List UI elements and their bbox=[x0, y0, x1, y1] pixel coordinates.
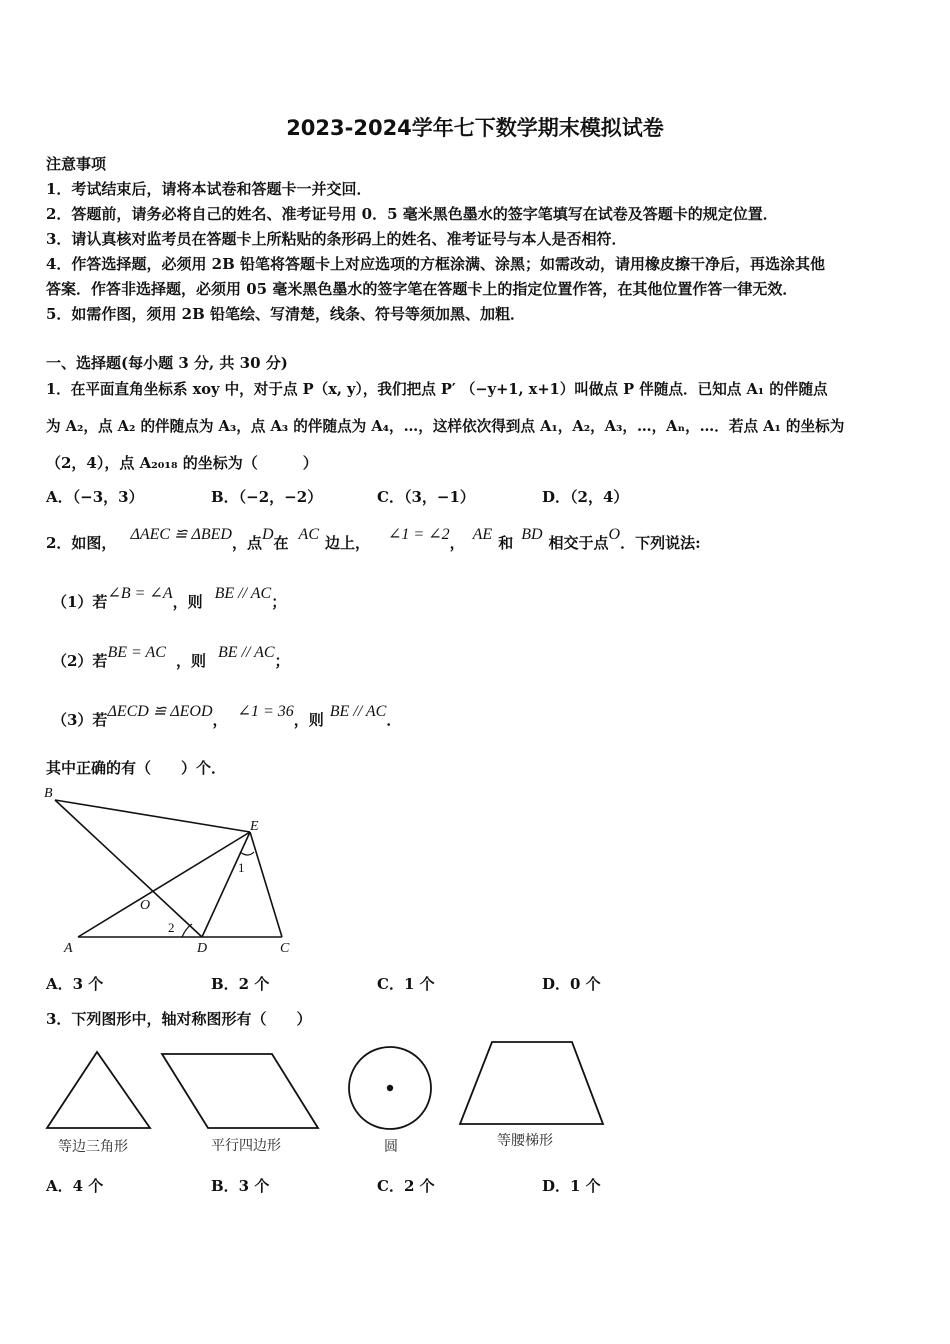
q3-option-b: B．3 个 bbox=[211, 1177, 270, 1195]
q2-s1-math: ∠B = ∠A bbox=[107, 585, 173, 602]
notice-item: 3．请认真核对监考员在答题卡上所粘贴的条形码上的姓名、准考证号与本人是否相符． bbox=[46, 230, 627, 248]
label-o: O bbox=[140, 898, 151, 913]
label-b: B bbox=[44, 786, 53, 801]
q1-stem-line2: 为 A₂，点 A₂ 的伴随点为 A₃，点 A₃ 的伴随点为 A₄，…，这样依次得到点 A₁，A₂，A₃，…，Aₙ，…．若点 A₁ 的坐标为 bbox=[46, 418, 845, 435]
q2-s2-math: BE = AC bbox=[107, 644, 166, 661]
q1-option-d: D．（2，4） bbox=[542, 488, 629, 506]
circle-center-dot bbox=[387, 1085, 393, 1091]
q2-option-b: B．2 个 bbox=[211, 975, 270, 993]
q2-s2-math: BE // AC bbox=[217, 644, 275, 661]
section-heading: 一、选择题(每小题 3 分, 共 30 分) bbox=[46, 354, 288, 372]
q2-s2-text: ； bbox=[274, 652, 290, 670]
equilateral-triangle-shape bbox=[47, 1052, 150, 1128]
q2-s3-text: ， bbox=[212, 711, 228, 729]
q2-question: 其中正确的有（ ）个． bbox=[46, 759, 227, 777]
notice-item: 5．如需作图，须用 2B 铅笔绘、写清楚，线条、符号等须加黑、加粗． bbox=[46, 305, 525, 323]
q2-math-congruent: ΔAEC ≌ ΔBED bbox=[130, 526, 232, 543]
q2-option-a: A．3 个 bbox=[46, 975, 104, 993]
q3-shapes bbox=[40, 1038, 620, 1130]
q2-math-ac: AC bbox=[298, 526, 319, 543]
q2-text: 在 bbox=[273, 534, 289, 552]
shape-caption: 圆 bbox=[384, 1139, 398, 1155]
notice-item: 4．作答选择题，必须用 2B 铅笔将答题卡上对应选项的方框涂满、涂黑；如需改动，请用橡皮擦干净后，再选涂其他 bbox=[46, 255, 826, 273]
q1-option-b: B．（−2，−2） bbox=[211, 488, 323, 506]
label-a: A bbox=[64, 941, 73, 956]
label-d: D bbox=[197, 941, 208, 956]
q2-s2-text: （2）若 bbox=[52, 652, 108, 670]
q1-option-c: C．（3，−1） bbox=[377, 488, 475, 506]
shape-caption: 平行四边形 bbox=[211, 1138, 281, 1154]
q2-math-point-d: D bbox=[261, 526, 274, 543]
q2-s3-math: BE // AC bbox=[329, 703, 387, 720]
q3-option-c: C．2 个 bbox=[377, 1177, 435, 1195]
q2-text: 和 bbox=[498, 534, 514, 552]
q2-s1-text: ，则 bbox=[172, 593, 203, 611]
notice-item: 答案．作答非选择题，必须用 05 毫米黑色墨水的签字笔在答题卡上的指定位置作答，在其他位置作答一律无效． bbox=[46, 280, 798, 298]
segment-ec bbox=[250, 832, 282, 937]
q2-text: 边上， bbox=[325, 534, 371, 552]
segment-ed bbox=[202, 832, 250, 937]
q2-s1-math: BE // AC bbox=[214, 585, 272, 602]
q2-statement-3 bbox=[52, 703, 402, 730]
q3-option-d: D．1 个 bbox=[542, 1177, 601, 1195]
q2-stem bbox=[46, 526, 701, 553]
q2-text: 相交于点 bbox=[548, 534, 609, 552]
q2-text: ， bbox=[449, 534, 465, 552]
q2-s3-math: ∠1 = 36 bbox=[237, 703, 294, 720]
notice-heading: 注意事项 bbox=[46, 155, 107, 173]
q2-option-d: D．0 个 bbox=[542, 975, 601, 993]
q2-math-angles: ∠1 = ∠2 bbox=[388, 526, 450, 543]
q2-s3-text: ，则 bbox=[293, 711, 324, 729]
q2-s1-text: （1）若 bbox=[52, 593, 108, 611]
parallelogram-shape bbox=[162, 1054, 318, 1128]
q2-text: 2．如图， bbox=[46, 534, 117, 552]
q2-geometry-figure bbox=[40, 782, 310, 962]
q2-option-c: C．1 个 bbox=[377, 975, 435, 993]
q2-s3-text: （3）若 bbox=[52, 711, 108, 729]
angle-1-arc bbox=[240, 852, 254, 855]
q3-stem: 3．下列图形中，轴对称图形有（ ） bbox=[46, 1010, 312, 1028]
isosceles-trapezoid-shape bbox=[460, 1042, 603, 1124]
label-angle-1: 1 bbox=[238, 860, 245, 875]
segment-ae bbox=[78, 832, 250, 937]
notice-item: 2．答题前，请务必将自己的姓名、准考证号用 0．5 毫米黑色墨水的签字笔填写在试卷及答题卡的规定位置． bbox=[46, 205, 778, 223]
page-title: 2023-2024学年七下数学期末模拟试卷 bbox=[286, 116, 664, 140]
q2-statement-1 bbox=[52, 585, 287, 612]
q2-s3-text: ． bbox=[386, 711, 402, 729]
shape-caption: 等腰梯形 bbox=[497, 1133, 553, 1149]
label-c: C bbox=[280, 941, 290, 956]
label-e: E bbox=[250, 819, 259, 834]
q2-math-bd: BD bbox=[521, 526, 543, 543]
q1-stem-line1: 1．在平面直角坐标系 xoy 中，对于点 P（x, y），我们把点 P′ （−y+1, x+1）叫做点 P 伴随点．已知点 A₁ 的伴随点 bbox=[46, 381, 828, 398]
q2-math-o: O bbox=[608, 526, 621, 543]
q2-text: ，点 bbox=[231, 534, 262, 552]
notice-item: 1．考试结束后，请将本试卷和答题卡一并交回． bbox=[46, 180, 372, 198]
q2-statement-2 bbox=[52, 644, 290, 671]
q1-option-a: A．（−3，3） bbox=[46, 488, 144, 506]
q1-stem-line3: （2，4），点 A₂₀₁₈ 的坐标为（ ） bbox=[46, 454, 318, 472]
q3-option-a: A．4 个 bbox=[46, 1177, 104, 1195]
q2-math-ae: AE bbox=[472, 526, 493, 543]
q2-s1-text: ； bbox=[271, 593, 287, 611]
q2-s3-math: ΔECD ≌ ΔEOD bbox=[107, 703, 213, 720]
q2-s2-text: ，则 bbox=[175, 652, 206, 670]
label-angle-2: 2 bbox=[168, 920, 175, 935]
shape-caption: 等边三角形 bbox=[58, 1139, 128, 1155]
q2-text: ．下列说法: bbox=[620, 534, 701, 552]
